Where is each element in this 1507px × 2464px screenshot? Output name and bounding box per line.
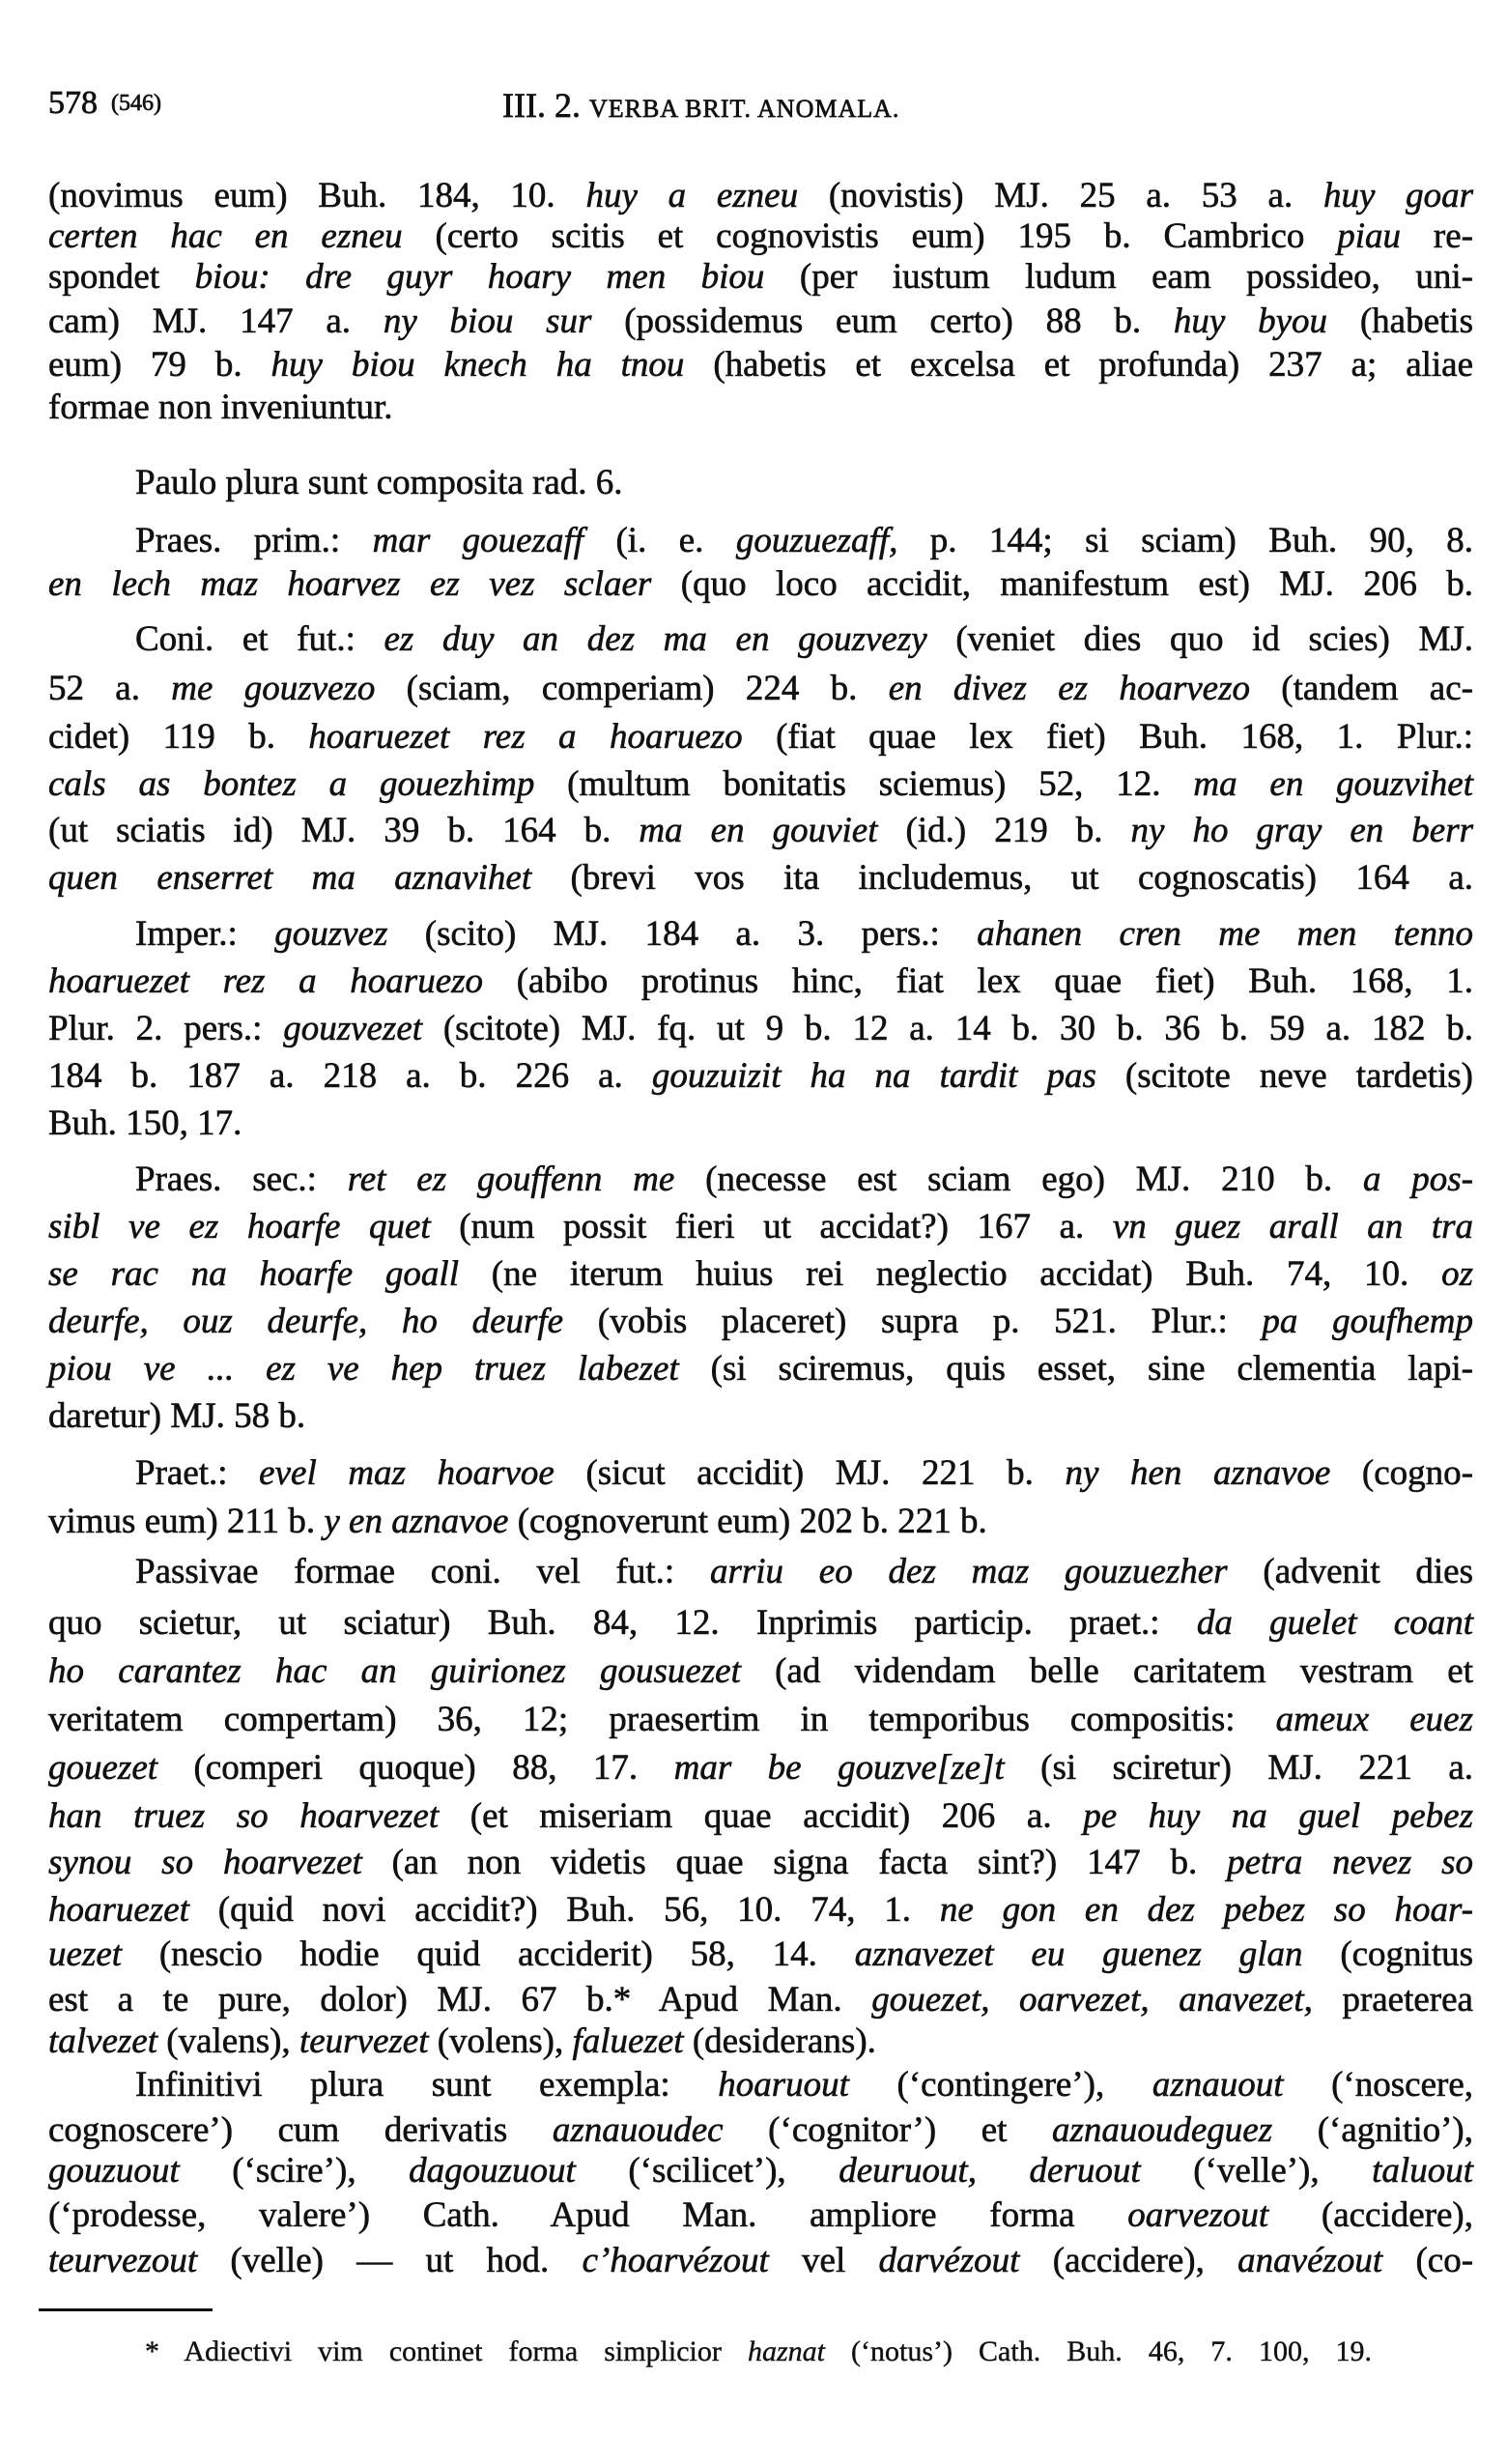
text-line — [48, 1204, 1473, 1250]
breton-citation: gouzvezet — [283, 1009, 423, 1048]
latin-text: (ut sciatis id) MJ. 39 b. 164 b. — [48, 811, 640, 850]
latin-text: (sciam, comperiam) 224 b. — [375, 669, 889, 708]
latin-text: (id.) 219 b. — [877, 811, 1131, 850]
text-line — [48, 173, 1473, 219]
text-line — [48, 808, 1473, 854]
breton-citation: hoaruezet rez a hoaruezo — [48, 961, 484, 1001]
breton-citation: mar be gouzve[ze]t — [673, 1748, 1005, 1788]
breton-citation: pe huy na guel pebez — [1083, 1796, 1474, 1836]
latin-text: (fiat quae lex fiet) Buh. 168, 1. Plur.: — [742, 717, 1473, 757]
breton-citation: hoaruezet — [48, 1890, 189, 1930]
text-line — [48, 2238, 1473, 2284]
breton-citation: ahanen cren me men tenno — [977, 914, 1473, 954]
breton-citation: teurvezet — [299, 2021, 429, 2061]
breton-citation: piau — [1337, 216, 1402, 256]
breton-citation: huy goar — [1322, 176, 1473, 215]
latin-text: (et miseriam quae accidit) 206 a. — [439, 1796, 1084, 1836]
latin-text: (brevi vos ita includemus, ut cognoscatis) 164 a. — [531, 858, 1473, 898]
latin-text: (comperi quoque) 88, 17. — [157, 1748, 674, 1788]
breton-citation: huy byou — [1173, 301, 1328, 341]
text-line — [48, 1053, 1473, 1100]
footnote-text: * Adiectivi vim continet forma simplicior — [145, 2335, 748, 2367]
latin-text: Paulo plura sunt composita rad. 6. — [135, 463, 623, 502]
latin-text: (‘scilicet’), — [575, 2151, 839, 2191]
latin-text: (advenit dies — [1227, 1552, 1474, 1591]
breton-citation: teurvezout — [48, 2241, 198, 2280]
latin-text: (novistis) MJ. 25 a. 53 a. — [798, 176, 1323, 215]
latin-text: 184 b. 187 a. 218 a. b. 226 a. — [48, 1056, 652, 1096]
latin-text: (vobis placeret) supra p. 521. Plur.: — [563, 1302, 1263, 1341]
latin-text: (cognoverunt eum) 202 b. 221 b. — [508, 1502, 987, 1541]
breton-citation: pa goufhemp — [1262, 1302, 1473, 1341]
latin-text: (‘prodesse, valere’) Cath. Apud Man. ampliore forma — [48, 2195, 1128, 2235]
breton-citation: huy biou knech ha tnou — [270, 345, 685, 385]
latin-text: (habetis et excelsa et profunda) 237 a; aliae — [684, 345, 1474, 385]
latin-text: vel — [768, 2241, 879, 2280]
text-line — [135, 1450, 1473, 1497]
breton-citation: talvezet — [48, 2021, 158, 2061]
breton-citation: ne gon en dez pebez so hoar- — [939, 1890, 1473, 1930]
text-line — [135, 518, 1473, 564]
breton-citation: petra nevez so — [1227, 1843, 1474, 1882]
breton-citation: mar gouezaff — [372, 521, 584, 560]
text-line — [48, 1499, 1473, 1545]
latin-text: (scitote) MJ. fq. ut 9 b. 12 a. 14 b. 30 b. 36 b. 59 a. 182 b. — [422, 1009, 1473, 1048]
latin-text: (quid novi accidit?) Buh. 56, 10. 74, 1. — [188, 1890, 940, 1930]
text-line — [48, 1697, 1473, 1743]
latin-text: 52 a. — [48, 669, 172, 708]
latin-text: eum) 79 b. — [48, 345, 271, 385]
latin-text: Plur. 2. pers.: — [48, 1009, 284, 1048]
breton-citation: y en aznavoe — [324, 1502, 509, 1541]
breton-citation: a pos- — [1362, 1160, 1473, 1199]
text-line — [48, 855, 1473, 902]
latin-text: Praet.: — [135, 1453, 260, 1493]
latin-text: (novimus eum) Buh. 184, 10. — [48, 176, 586, 215]
latin-text: quo scietur, ut sciatur) Buh. 84, 12. Inprimis particip. praet.: — [48, 1603, 1197, 1643]
latin-text: Imper.: — [135, 914, 275, 954]
latin-text: spondet — [48, 257, 195, 297]
latin-text: (‘scire’), — [179, 2151, 410, 2191]
breton-citation: uezet — [48, 1934, 123, 1974]
text-line — [48, 1006, 1473, 1052]
breton-citation: hoaruout — [718, 2065, 849, 2105]
text-line — [48, 299, 1473, 345]
latin-text: (‘agnitio’), — [1272, 2110, 1473, 2150]
latin-text: (‘cognitor’) et — [723, 2110, 1052, 2150]
text-line — [48, 1600, 1473, 1647]
breton-citation: en lech maz hoarvez ez vez sclaer — [48, 564, 652, 604]
text-line — [135, 1549, 1473, 1595]
breton-citation: gouzuizit ha na tardit pas — [651, 1056, 1096, 1096]
text-line — [135, 2062, 1473, 2108]
latin-text: (‘velle’), — [1140, 2151, 1373, 2191]
latin-text: (si sciremus, quis esset, sine clementia lapi- — [678, 1349, 1473, 1389]
text-line — [48, 1932, 1473, 1978]
text-line — [48, 761, 1473, 808]
text-line — [135, 460, 1473, 506]
text-line — [48, 1887, 1473, 1934]
breton-citation: ny biou sur — [383, 301, 592, 341]
latin-text: (multum bonitatis sciemus) 52, 12. — [534, 764, 1194, 804]
text-line — [48, 959, 1473, 1005]
latin-text: praeterea — [1312, 1980, 1473, 2020]
text-line — [48, 2019, 1473, 2065]
breton-citation: en divez ez hoarvezo — [888, 669, 1250, 708]
latin-text: (ad videndam belle caritatem vestram et — [740, 1651, 1474, 1691]
breton-citation: ameux euez — [1275, 1700, 1474, 1739]
latin-text: Praes. prim.: — [135, 521, 373, 560]
breton-citation: aznauout — [1152, 2065, 1284, 2105]
breton-citation: evel maz hoarvoe — [259, 1453, 554, 1493]
breton-citation: synou so hoarvezet — [48, 1843, 362, 1882]
latin-text: cam) MJ. 147 a. — [48, 301, 384, 341]
section-number: III. 2. — [502, 86, 581, 125]
latin-text: (‘noscere, — [1283, 2065, 1473, 2105]
breton-citation: quen enserret ma aznavihet — [48, 858, 532, 898]
text-line — [48, 1840, 1473, 1886]
latin-text: (abibo protinus hinc, fiat lex quae fiet) Buh. 168, 1. — [483, 961, 1473, 1001]
latin-text: (accidere), — [1019, 2241, 1238, 2280]
text-line — [48, 1793, 1473, 1840]
breton-citation: ret ez gouffenn me — [347, 1160, 675, 1199]
latin-text: Infinitivi plura sunt exempla: — [135, 2065, 719, 2105]
latin-text: (nescio hodie quid acciderit) 58, 14. — [122, 1934, 855, 1974]
text-line — [48, 2107, 1473, 2154]
text-line — [48, 561, 1473, 608]
breton-citation: sibl ve ez hoarfe quet — [48, 1207, 431, 1246]
breton-citation: piou ve ... ez ve hep truez labezet — [48, 1349, 679, 1389]
text-line — [48, 2148, 1473, 2194]
text-line — [48, 1393, 1473, 1440]
latin-text: (an non videtis quae signa facta sint?) 147 b. — [361, 1843, 1228, 1882]
latin-text: (cogno- — [1330, 1453, 1473, 1493]
latin-text: (ne iterum huius rei neglectio accidat) Buh. 74, 10. — [459, 1254, 1442, 1294]
latin-text: (scitote neve tardetis) — [1095, 1056, 1473, 1096]
breton-citation: darvézout — [878, 2241, 1020, 2280]
text-line — [48, 342, 1473, 388]
latin-text: formae non inveniuntur. — [48, 387, 393, 427]
latin-text: (i. e. — [583, 521, 736, 560]
breton-citation: c’hoarvézout — [582, 2241, 769, 2280]
latin-text: (desiderans). — [683, 2021, 876, 2061]
breton-citation: ny ho gray en berr — [1130, 811, 1473, 850]
breton-citation: taluout — [1372, 2151, 1473, 2191]
text-line — [135, 1157, 1473, 1203]
text-line — [48, 1346, 1473, 1392]
footnote-text: (‘notus’) Cath. Buh. 46, 7. 100, 19. — [824, 2335, 1373, 2367]
breton-citation: oz — [1441, 1254, 1473, 1294]
latin-text: (volens), — [428, 2021, 573, 2061]
latin-text: p. 144; si sciam) Buh. 90, 8. — [897, 521, 1474, 560]
breton-citation: biou: dre guyr hoary men biou — [194, 257, 765, 297]
breton-citation: anavézout — [1237, 2241, 1383, 2280]
text-line — [48, 1101, 1473, 1147]
latin-text: (velle) — ut hod. — [197, 2241, 583, 2280]
breton-citation: oarvezout — [1127, 2195, 1269, 2235]
text-line — [48, 714, 1473, 760]
text-line — [48, 1648, 1473, 1695]
breton-citation: faluezet — [572, 2021, 684, 2061]
latin-text: est a te pure, dolor) MJ. 67 b.* Apud Man. — [48, 1980, 872, 2020]
breton-citation: gouzvez — [274, 914, 388, 954]
running-title: VERBA BRIT. ANOMALA. — [588, 95, 900, 123]
breton-citation: aznavezet eu guenez glan — [854, 1934, 1303, 1974]
breton-citation: gouezet, oarvezet, anavezet, — [871, 1980, 1313, 2020]
breton-citation: ma en gouviet — [639, 811, 878, 850]
latin-text: cidet) 119 b. — [48, 717, 309, 757]
page-number: 578 — [48, 85, 98, 121]
breton-citation: arriu eo dez maz gouzuezher — [709, 1552, 1228, 1591]
latin-text: Passivae formae coni. vel fut.: — [135, 1552, 710, 1591]
latin-text: Buh. 150, 17. — [48, 1103, 242, 1143]
breton-citation: huy a ezneu — [585, 176, 799, 215]
breton-citation: vn guez arall an tra — [1112, 1207, 1473, 1246]
text-line — [48, 1299, 1473, 1345]
text-line — [48, 385, 1473, 431]
latin-text: (num possit fieri ut accidat?) 167 a. — [430, 1207, 1113, 1246]
latin-text: vimus eum) 211 b. — [48, 1502, 325, 1541]
latin-text: (possidemus eum certo) 88 b. — [591, 301, 1174, 341]
latin-text: (accidere), — [1268, 2195, 1473, 2235]
breton-citation: gouezet — [48, 1748, 158, 1788]
running-head — [502, 85, 899, 126]
breton-citation: me gouzvezo — [171, 669, 376, 708]
breton-citation: aznauoudec — [552, 2110, 724, 2150]
breton-citation: gouzuout — [48, 2151, 180, 2191]
latin-text: (habetis — [1327, 301, 1473, 341]
breton-citation: deuruout, deruout — [839, 2151, 1141, 2191]
latin-text: (sicut accidit) MJ. 221 b. — [554, 1453, 1066, 1493]
latin-text: (valens), — [157, 2021, 299, 2061]
latin-text: (cognitus — [1302, 1934, 1474, 1974]
latin-text: (‘contingere’), — [848, 2065, 1152, 2105]
breton-citation: ny hen aznavoe — [1065, 1453, 1331, 1493]
latin-text: (tandem ac- — [1250, 669, 1473, 708]
footnote-rule — [39, 2308, 213, 2311]
latin-text: (scito) MJ. 184 a. 3. pers.: — [387, 914, 978, 954]
latin-text: (quo loco accidit, manifestum est) MJ. 206 b. — [651, 564, 1473, 604]
text-line — [48, 1977, 1473, 2023]
breton-citation: gouzuezaff, — [735, 521, 898, 560]
breton-citation: certen hac en ezneu — [48, 216, 403, 256]
breton-citation: deurfe, ouz deurfe, ho deurfe — [48, 1302, 564, 1341]
breton-citation: haznat — [747, 2335, 825, 2367]
latin-text: daretur) MJ. 58 b. — [48, 1396, 306, 1436]
footnote — [145, 2333, 1372, 2371]
text-line — [48, 214, 1473, 260]
latin-text: Coni. et fut.: — [135, 619, 384, 659]
latin-text: veritatem compertam) 36, 12; praesertim in temporibus compositis: — [48, 1700, 1276, 1739]
breton-citation: han truez so hoarvezet — [48, 1796, 440, 1836]
latin-text: re- — [1401, 216, 1473, 256]
breton-citation: da guelet coant — [1196, 1603, 1473, 1643]
latin-text: (necesse est sciam ego) MJ. 210 b. — [674, 1160, 1363, 1199]
original-page-number: (546) — [111, 91, 161, 116]
latin-text: Praes. sec.: — [135, 1160, 348, 1199]
breton-citation: cals as bontez a gouezhimp — [48, 764, 535, 804]
text-line — [48, 2192, 1473, 2239]
breton-citation: ho carantez hac an guirionez gousuezet — [48, 1651, 741, 1691]
text-line — [135, 616, 1473, 663]
text-line — [135, 911, 1473, 958]
latin-text: (certo scitis et cognovistis eum) 195 b. Cambrico — [402, 216, 1338, 256]
text-line — [48, 666, 1473, 712]
breton-citation: dagouzuout — [409, 2151, 576, 2191]
latin-text: (per iustum ludum eam possideo, uni- — [764, 257, 1473, 297]
latin-text: (veniet dies quo id scies) MJ. — [926, 619, 1473, 659]
breton-citation: ez duy an dez ma en gouzvezy — [384, 619, 927, 659]
latin-text: (si sciretur) MJ. 221 a. — [1004, 1748, 1473, 1788]
latin-text: (co- — [1382, 2241, 1474, 2280]
breton-citation: aznauoudeguez — [1051, 2110, 1273, 2150]
breton-citation: se rac na hoarfe goall — [48, 1254, 459, 1294]
latin-text: cognoscere’) cum derivatis — [48, 2110, 553, 2150]
breton-citation: ma en gouzvihet — [1193, 764, 1473, 804]
breton-citation: hoaruezet rez a hoaruezo — [308, 717, 743, 757]
text-line — [48, 1745, 1473, 1791]
text-line — [48, 254, 1473, 301]
text-line — [48, 1251, 1473, 1298]
